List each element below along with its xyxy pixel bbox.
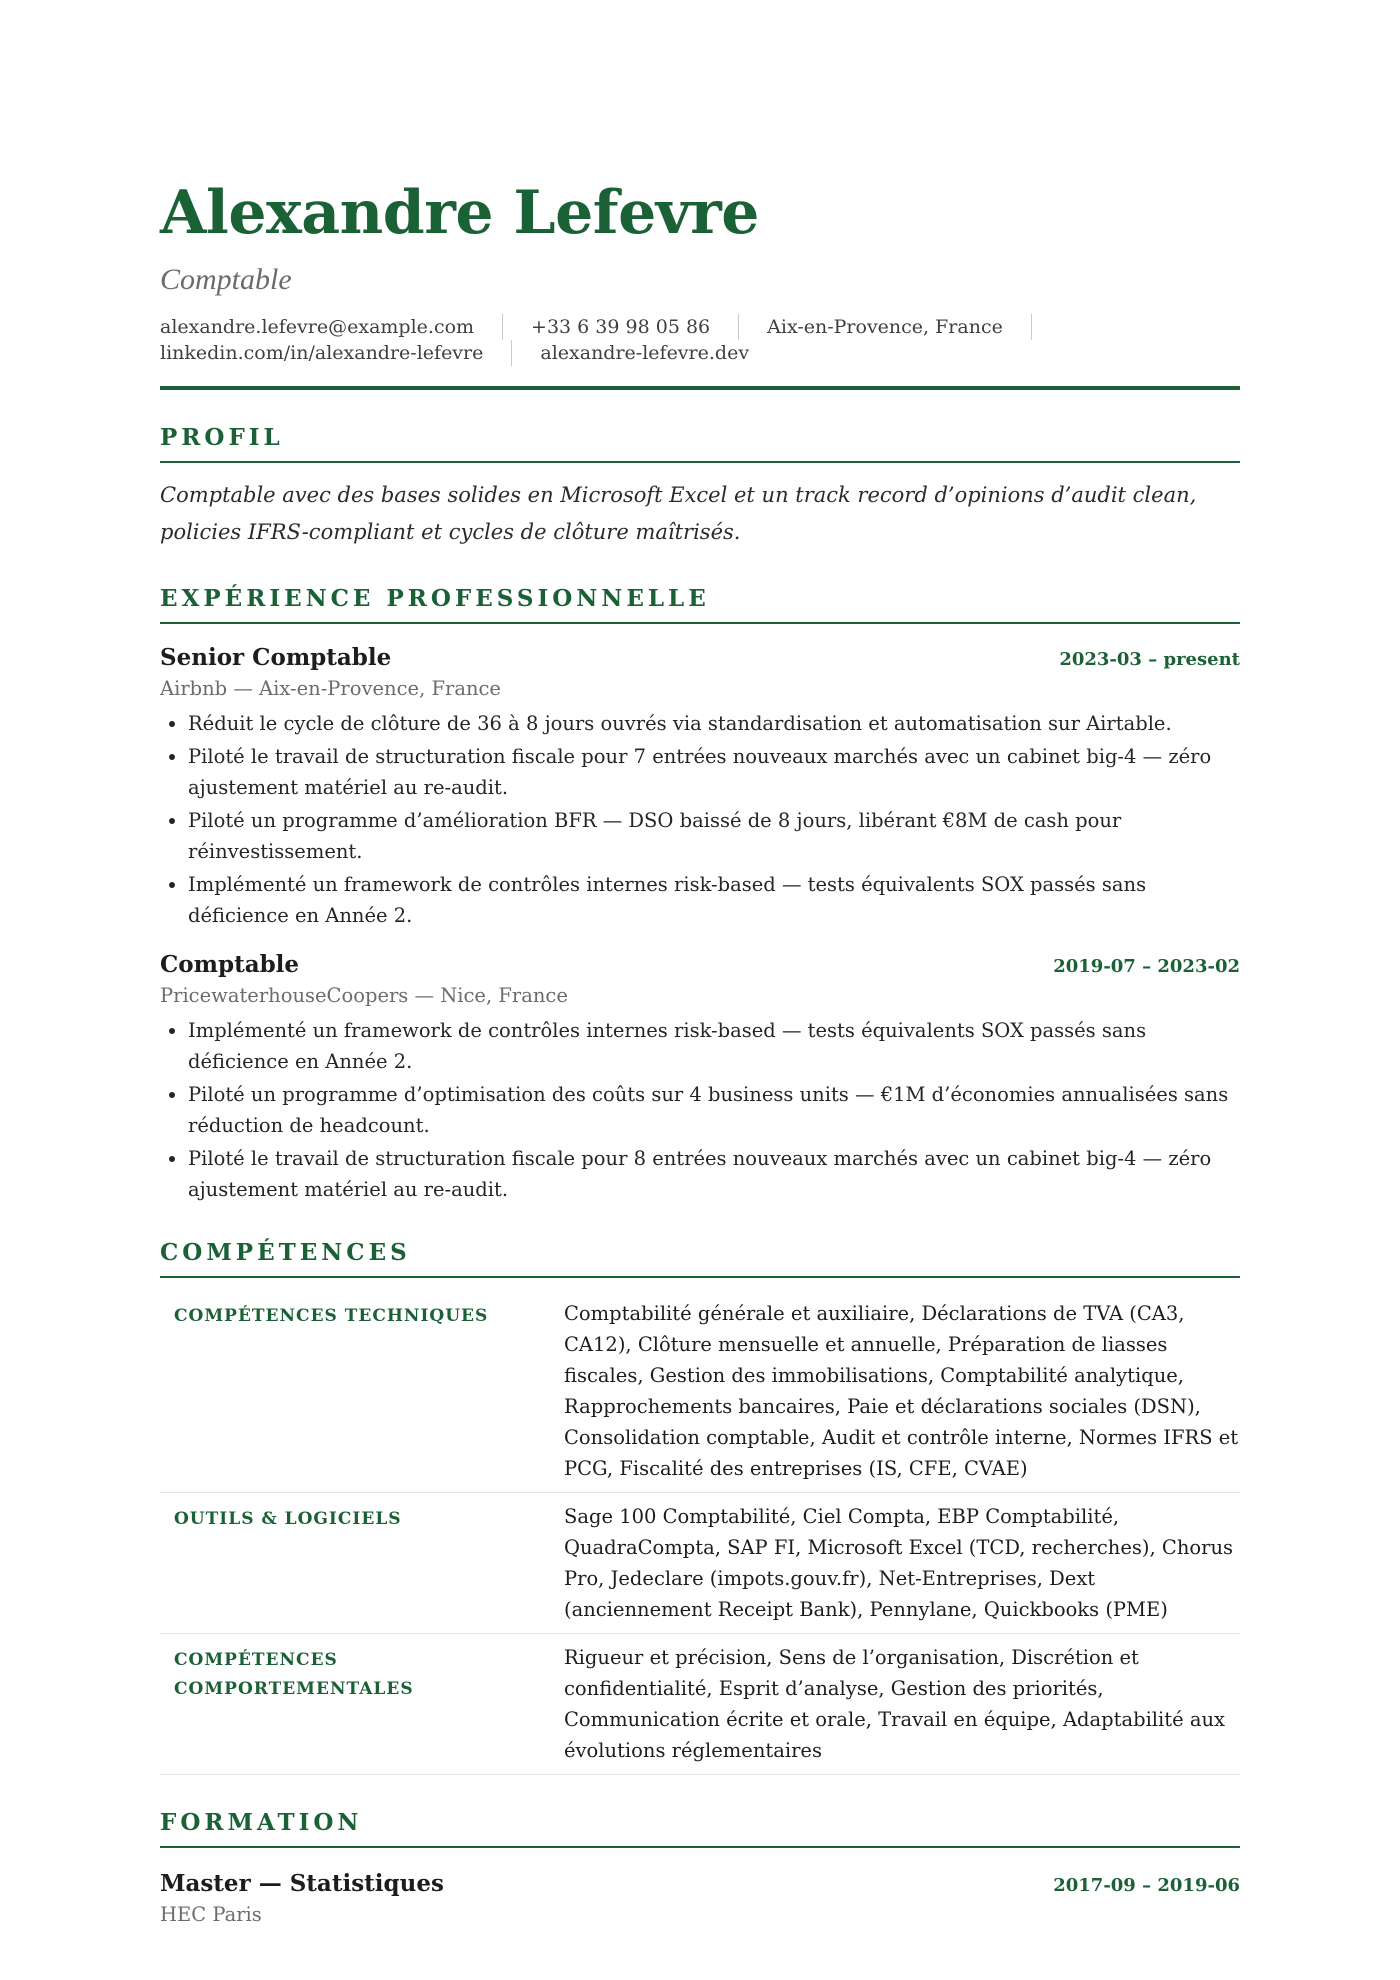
job-entry: [160, 644, 1240, 931]
bullet-item: • Piloté le travail de structuration fiscale pour 8 entrées nouveaux marchés avec un cabinet big-4 — zéro ajustement matériel au re-audit.: [188, 1143, 1240, 1205]
contact-info: [160, 314, 1240, 366]
bullet-item: • Piloté le travail de structuration fiscale pour 7 entrées nouveaux marchés avec un cabinet big-4 — zéro ajustement matériel au re-audit.: [188, 741, 1240, 803]
bullet-item: • Implémenté un framework de contrôles internes risk-based — tests équivalents SOX passés sans déficience en Année 2.: [188, 1015, 1240, 1077]
skill-items: Comptabilité générale et auxiliaire, Déclarations de TVA (CA3, CA12), Clôture mensuelle et annuelle, Préparation de liasses fiscales, Gestion des immobilisations, Comptabilité analytique, Rapprochements bancaires, Paie et déclarations sociales (DSN), Consolidation comptable, Audit et contrôle interne, Normes IFRS et PCG, Fiscalité des entreprises (IS, CFE, CVAE): [550, 1290, 1240, 1493]
job-dates: 2019-07 – 2023-02: [1053, 956, 1240, 977]
section-title-profile: PROFIL: [160, 424, 1240, 463]
table-row: [160, 1493, 1240, 1634]
linkedin-link[interactable]: linkedin.com/in/alexandre-lefevre: [160, 340, 512, 366]
table-row: [160, 1634, 1240, 1775]
contact-row: [160, 314, 1240, 340]
skills-table: [160, 1290, 1240, 1775]
section-title-experience: EXPÉRIENCE PROFESSIONNELLE: [160, 585, 1240, 624]
header-divider: [160, 386, 1240, 390]
website-link[interactable]: alexandre-lefevre.dev: [540, 342, 750, 364]
job-entry: [160, 951, 1240, 1205]
resume-page: [160, 170, 1240, 1926]
job-company: Airbnb — Aix-en-Provence, France: [160, 677, 501, 700]
skill-items: Rigueur et précision, Sens de l’organisation, Discrétion et confidentialité, Esprit d’analyse, Gestion des priorités, Communication écrite et orale, Travail en équipe, Adaptabilité aux évolutions réglementaires: [550, 1634, 1240, 1775]
skill-category: OUTILS & LOGICIELS: [160, 1493, 550, 1634]
job-dates: 2023-03 – present: [1059, 649, 1240, 670]
skill-items: Sage 100 Comptabilité, Ciel Compta, EBP Comptabilité, QuadraCompta, SAP FI, Microsoft Excel (TCD, recherches), Chorus Pro, Jedeclare (impots.gouv.fr), Net-Entreprises, Dext (anciennement Receipt Bank), Pennylane, Quickbooks (PME): [550, 1493, 1240, 1634]
job-bullets: [160, 1015, 1240, 1205]
bullet-item: • Réduit le cycle de clôture de 36 à 8 jours ouvrés via standardisation et automatisation sur Airtable.: [188, 708, 1240, 739]
school-name: HEC Paris: [160, 1903, 262, 1926]
job-role: Senior Comptable: [160, 644, 392, 671]
job-bullets: [160, 708, 1240, 931]
job-role: Comptable: [160, 951, 300, 978]
skill-category: COMPÉTENCES TECHNIQUES: [160, 1290, 550, 1493]
education-entry: [160, 1870, 1240, 1926]
section-title-education: FORMATION: [160, 1809, 1240, 1848]
candidate-name: Alexandre Lefevre: [160, 178, 759, 248]
job-company: PricewaterhouseCoopers — Nice, France: [160, 984, 568, 1007]
location: Aix-en-Provence, France: [767, 314, 1032, 340]
table-row: [160, 1290, 1240, 1493]
bullet-item: • Piloté un programme d’amélioration BFR — DSO baissé de 8 jours, libérant €8M de cash pour réinvestissement.: [188, 805, 1240, 867]
bullet-item: • Implémenté un framework de contrôles internes risk-based — tests équivalents SOX passés sans déficience en Année 2.: [188, 869, 1240, 931]
phone-number: +33 6 39 98 05 86: [531, 314, 739, 340]
skill-category: COMPÉTENCES COMPORTEMENTALES: [160, 1634, 550, 1775]
section-title-skills: COMPÉTENCES: [160, 1239, 1240, 1278]
email-link[interactable]: alexandre.lefevre@example.com: [160, 314, 503, 340]
contact-row: [160, 340, 1240, 366]
bullet-item: • Piloté un programme d’optimisation des coûts sur 4 business units — €1M d’économies annualisées sans réduction de headcount.: [188, 1079, 1240, 1141]
profile-summary: Comptable avec des bases solides en Microsoft Excel et un track record d’opinions d’audit clean, policies IFRS-compliant et cycles de clôture maîtrisés.: [160, 483, 1197, 544]
job-title: Comptable: [160, 263, 292, 296]
education-dates: 2017-09 – 2019-06: [1053, 1875, 1240, 1896]
degree: Master — Statistiques: [160, 1870, 444, 1897]
